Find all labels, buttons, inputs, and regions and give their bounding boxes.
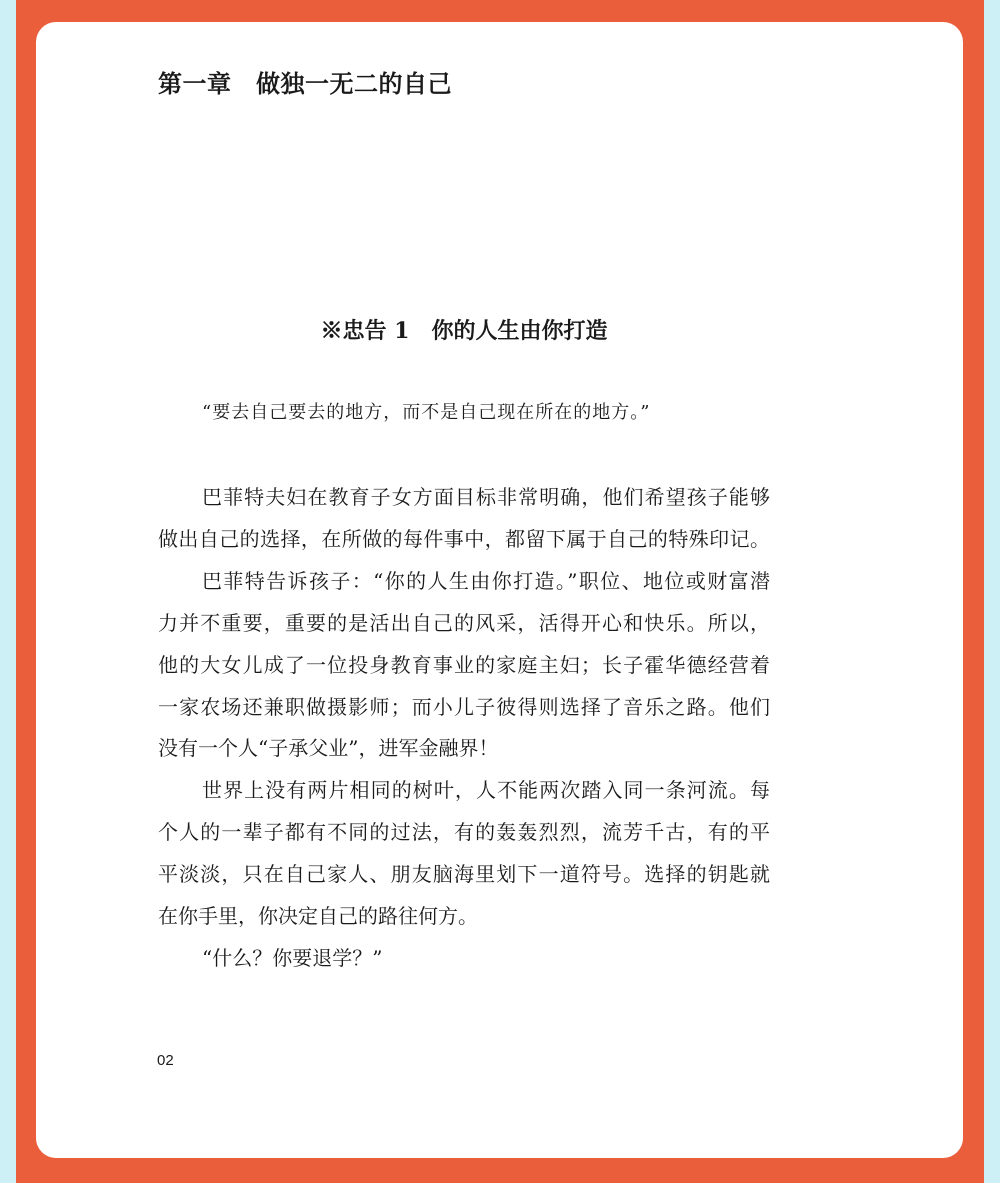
text-line: 巴菲特夫妇在教育子女方面目标非常明确，他们希望孩子能够	[202, 485, 770, 509]
book-page	[36, 22, 963, 1158]
text-line: 个人的一辈子都有不同的过法，有的轰轰烈烈，流芳千古，有的平	[158, 820, 770, 845]
section-title: ※忠告 1 你的人生由你打造	[320, 318, 608, 344]
chapter-title: 第一章 做独一无二的自己	[158, 70, 452, 98]
text-line: 没有一个人“子承父业”，进军金融界！	[158, 736, 499, 761]
text-line: “什么？你要退学？”	[202, 945, 383, 970]
page-number: 02	[157, 1052, 174, 1069]
text-line: 一家农场还兼职做摄影师；而小儿子彼得则选择了音乐之路。他们	[158, 694, 770, 719]
text-line: 在你手里，你决定自己的路往何方。	[158, 904, 478, 929]
text-line: 他的大女儿成了一位投身教育事业的家庭主妇；长子霍华德经营着	[158, 652, 770, 677]
body-text	[158, 477, 770, 980]
epigraph-quote: “要去自己要去的地方，而不是自己现在所在的地方。”	[202, 402, 651, 423]
text-line: 做出自己的选择，在所做的每件事中，都留下属于自己的特殊印记。	[158, 526, 770, 551]
text-line: 平淡淡，只在自己家人、朋友脑海里划下一道符号。选择的钥匙就	[158, 862, 770, 887]
text-line: 世界上没有两片相同的树叶，人不能两次踏入同一条河流。每	[202, 778, 770, 803]
text-line: 力并不重要，重要的是活出自己的风采，活得开心和快乐。所以，	[158, 610, 770, 635]
text-line: 巴菲特告诉孩子：“你的人生由你打造。”职位、地位或财富潜	[202, 568, 770, 593]
